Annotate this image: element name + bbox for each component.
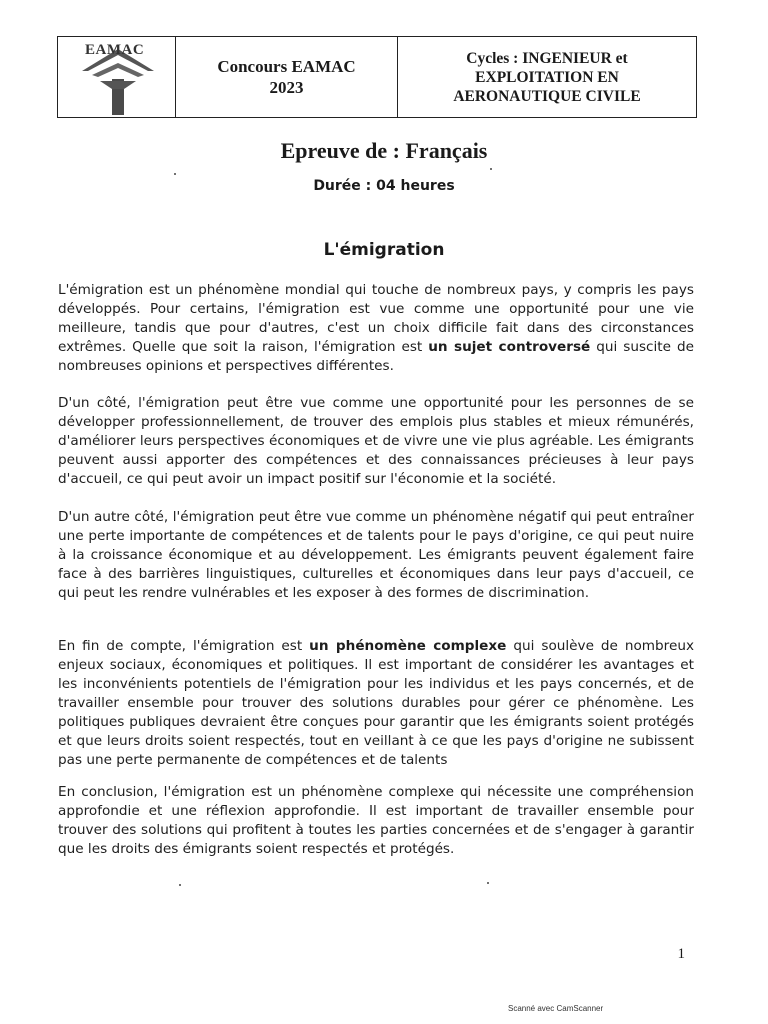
- paragraph-1-text-b: qui suscite de nombreuses opinions et perspectives différentes.: [58, 339, 694, 374]
- exam-subject: L'émigration: [323, 240, 445, 260]
- scanner-watermark: Scanné avec CamScanner: [508, 1004, 604, 1013]
- header-table: [57, 36, 697, 118]
- cycles-line-3: AERONAUTIQUE CIVILE: [453, 87, 641, 105]
- exam-duration: Durée : 04 heures: [313, 178, 455, 194]
- exam-title: Epreuve de : Français: [280, 138, 488, 163]
- cycles-line-2: EXPLOITATION EN: [475, 68, 619, 86]
- page-number: 1: [677, 946, 685, 962]
- scan-speck: [490, 168, 492, 170]
- paragraph-4-text-b: qui soulève de nombreux enjeux sociaux, économiques et politiques. Il est important de considérer les avantages et les inconvénients potentiels de l'émigration pour les individus et les pays concernés, et de travailler ensemble pour trouver des solutions durables pour gérer ce phénomène. Les politiques publiques devraient être conçues pour garantir que les émigrants soient protégés et que leurs droits soient respectés, tout en veillant à ce que les pays d'origine ne subissent pas une perte permanente de compétences et de talents: [58, 638, 694, 768]
- paragraph-5: En conclusion, l'émigration est un phénomène complexe qui nécessite une compréhension approfondie et une réflexion approfondie. Il est important de travailler ensemble pour trouver des solutions qui profitent à toutes les parties concernées et de s'engager à garantir que les droits des émigrants soient respectés et protégés.: [58, 784, 694, 857]
- paragraph-1-text-a: L'émigration est un phénomène mondial qui touche de nombreux pays, y compris les pays développés. Pour certains, l'émigration est vue comme une opportunité pour une vie meilleure, tandis que pour d'autres, c'est un choix difficile fait dans des circonstances extrêmes. Quelle que soit la raison, l'émigration est: [58, 282, 694, 355]
- paragraph-4-bold: un phénomène complexe: [309, 638, 507, 654]
- cycles-line-1: Cycles : INGENIEUR et: [466, 49, 628, 67]
- scan-speck: [174, 173, 176, 175]
- paragraph-2: D'un côté, l'émigration peut être vue comme une opportunité pour les personnes de se développer professionnellement, de trouver des emplois plus stables et mieux rémunérés, d'améliorer leurs perspectives économiques et de vivre une vie plus agréable. Les émigrants peuvent aussi apporter des compétences et des connaissances précieuses à leur pays d'accueil, ce qui peut avoir un impact positif sur l'économie et la société.: [58, 395, 694, 487]
- paragraph-1-bold: un sujet controversé: [428, 339, 591, 355]
- concours-title: Concours EAMAC: [217, 57, 356, 76]
- logo-cell: [58, 37, 176, 117]
- paragraph-3: D'un autre côté, l'émigration peut être vue comme un phénomène négatif qui peut entraîner une perte importante de compétences et de talents pour le pays d'origine, ce qui peut nuire à la croissance économique et au développement. Les émigrants peuvent également faire face à des barrières linguistiques, culturelles et économiques dans leur pays d'accueil, ce qui peut les rendre vulnérables et les exposer à des formes de discrimination.: [58, 509, 694, 601]
- concours-cell: [176, 37, 398, 117]
- logo-text: EAMAC: [85, 42, 145, 58]
- paragraph-1: [58, 281, 694, 376]
- cycles-cell: [398, 37, 696, 117]
- scan-speck: [487, 882, 489, 884]
- scan-speck: [179, 884, 181, 886]
- paragraph-4: [58, 637, 694, 770]
- paragraph-4-text-a: En fin de compte, l'émigration est: [58, 638, 310, 654]
- concours-year: 2023: [269, 78, 304, 97]
